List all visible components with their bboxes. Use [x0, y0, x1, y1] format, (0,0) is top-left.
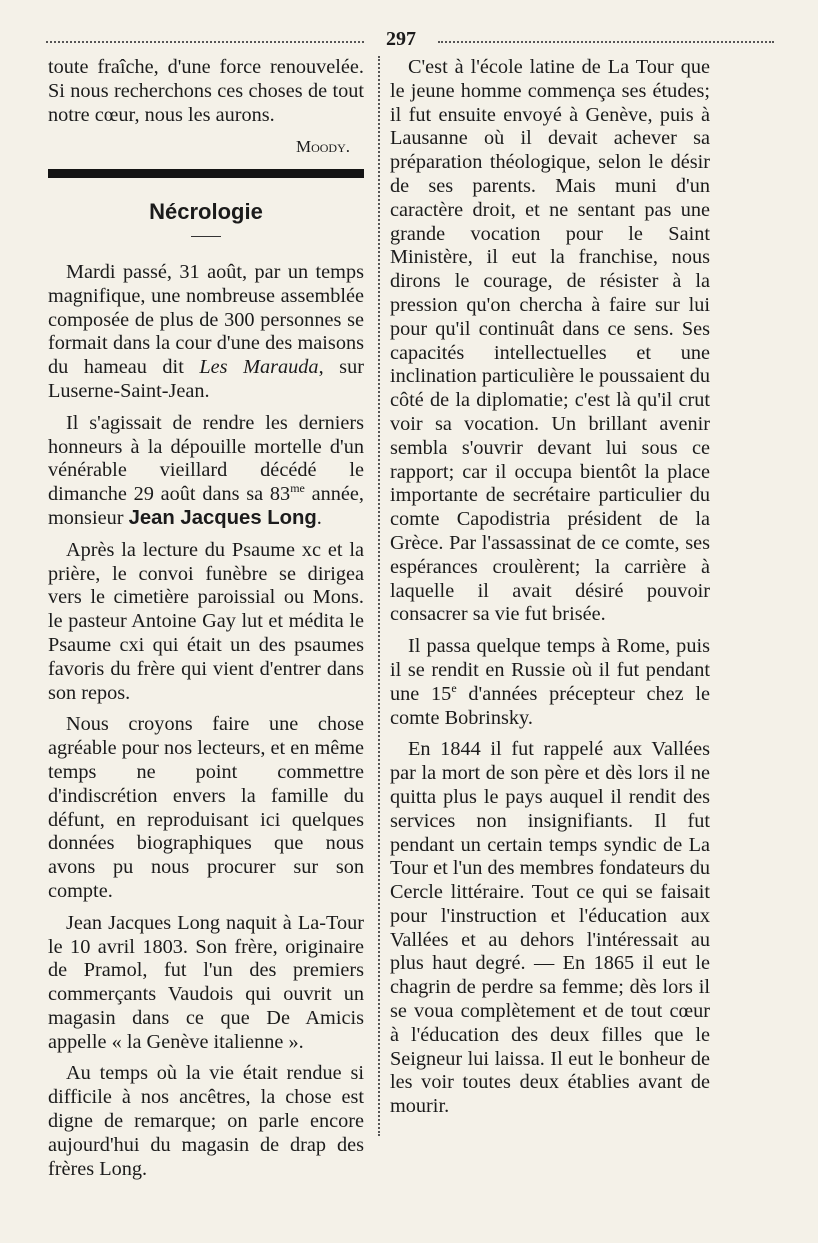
- paragraph-text: Mardi passé, 31 août, par un temps magnifique, une nombreuse assemblée composée de plus de 300 personnes se formait dans la cour d'une des maisons du hameau dit: [48, 260, 364, 379]
- section-heading: Nécrologie: [149, 199, 263, 225]
- paragraph: C'est à l'école latine de La Tour que le jeune homme commença ses études; il fut ensuite envoyé à Genève, puis à Lausanne où il devait achever sa préparation théologique, selon le désir de ses parents. Mais muni d'un caractère droit, et ne sentant pas une grande vocation pour le Saint Ministère, il eut la franchise, nous dirons le courage, de résister à la pression qu'on chercha à faire sur lui pour qu'il continuât dans ce sens. Ses capacités intellectuelles et une inclination particulière le poussaient du côté de la diplomatie; c'est là qu'il crut voir sa vocation. Un brillant avenir sembla s'ouvrir devant lui sous ce rapport; car il occupa bientôt la place importante de secrétaire particulier du comte Capodistria président de la Grèce. Par l'assassinat de ce comte, ses espérances croulèrent; la carrière à laquelle il avait désiré pouvoir consacrer sa vie fut brisée.: [390, 56, 710, 626]
- deceased-name: Jean Jacques Long: [128, 506, 317, 529]
- paragraph-continuation: toute fraîche, d'une force renouvelée. Si nous recherchons ces choses de tout notre cœur, nous les aurons.: [48, 56, 364, 126]
- signature: Moody.: [295, 137, 350, 157]
- paragraph-text: année, monsieur: [48, 483, 364, 529]
- paragraph: [48, 412, 364, 531]
- section-divider: [48, 169, 364, 178]
- paragraph-text: Il passa quelque temps à Rome, puis il se rendit en Russie où il fut pendant une 15: [390, 635, 710, 705]
- left-column: [48, 56, 364, 1189]
- page-number: 297: [386, 28, 416, 50]
- header-rule-left: [46, 41, 364, 43]
- header-rule-right: [438, 41, 774, 43]
- paragraph: Après la lecture du Psaume xc et la prière, le convoi funèbre se dirigea vers le cimetière paroissial ou Mons. le pasteur Antoine Gay lut et médita le Psaume cxi qui était un des psaumes favoris du frère qui vient d'entrer dans son repos.: [48, 538, 364, 704]
- heading-rule: [191, 236, 221, 237]
- paragraph: En 1844 il fut rappelé aux Vallées par la mort de son père et dès lors il ne quitta plus le pays auquel il rendit des services non insignifiants. Il fut pendant un certain temps syndic de La Tour et l'un des membres fondateurs du Cercle littéraire. Tout ce qui se faisait pour l'instruction et l'éducation aux Vallées et au dehors l'intéressait au plus haut degré. — En 1865 il eut le chagrin de perdre sa femme; dès lors il se voua complètement et de tout cœur à l'éducation des deux filles que le Seigneur lui laissa. Il eut le bonheur de les voir toutes deux établies avant de mourir.: [390, 738, 710, 1118]
- paragraph: [390, 635, 710, 730]
- paragraph-text: Il s'agissait de rendre les derniers honneurs à la dépouille mortelle d'un vénérable vieillard décédé le dimanche 29 août dans sa 83: [48, 411, 364, 506]
- paragraph: Jean Jacques Long naquit à La-Tour le 10 avril 1803. Son frère, originaire de Pramol, fut l'un des premiers commerçants Vaudois qui ouvrit un magasin dans ce que De Amicis appelle « la Genève italienne ».: [48, 911, 364, 1053]
- paragraph: Au temps où la vie était rendue si difficile à nos ancêtres, la chose est digne de remarque; on parle encore aujourd'hui du magasin de drap des frères Long.: [48, 1062, 364, 1180]
- superscript: me: [290, 481, 305, 496]
- superscript: e: [451, 680, 457, 695]
- right-column: [390, 56, 710, 1127]
- place-name: Les Marauda: [199, 356, 319, 379]
- column-divider: [378, 56, 380, 1136]
- page-header: [46, 30, 774, 50]
- paragraph-text: d'années précepteur chez le comte Bobrinsky.: [390, 682, 711, 729]
- paragraph-text: .: [316, 506, 322, 529]
- paragraph-text: , sur Luserne-Saint-Jean.: [48, 356, 364, 402]
- paragraph: Nous croyons faire une chose agréable pour nos lecteurs, et en même temps ne point commettre d'indiscrétion envers la famille du défunt, en reproduisant ici quelques données biographiques que nous avons pu nous procurer sur son compte.: [48, 713, 364, 902]
- paragraph: [48, 261, 364, 404]
